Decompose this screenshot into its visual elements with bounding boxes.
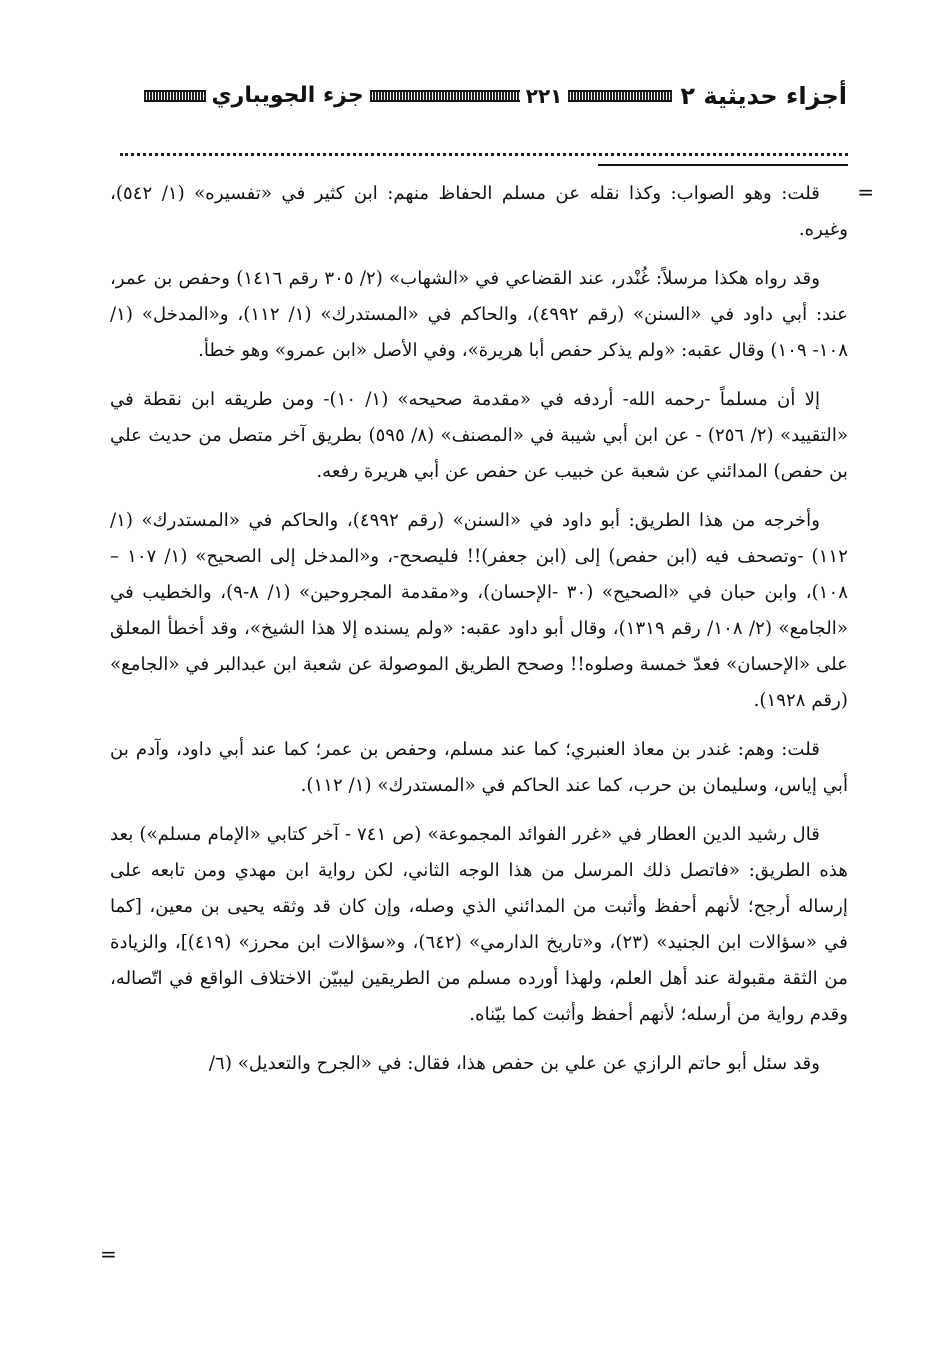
running-header (115, 78, 847, 114)
footnote-body (110, 176, 848, 1082)
paragraph: وقد رواه هكذا مرسلاً: غُنْدر، عند القضاعي في «الشهاب» (٢/ ٣٠٥ رقم ١٤١٦) وحفص بن عمر، عند: أبي داود في «السنن» (رقم ٤٩٩٢)، والحاكم في «المستدرك» (١/ ١١٢)، و«المدخل» (١/ ١٠٨- ١٠٩) وقال عقبه: «ولم يذكر حفص أبا هريرة»، وفي الأصل «ابن عمرو» وهو خطأ. (110, 268, 849, 361)
paragraph: قلت: وهم: غندر بن معاذ العنبري؛ كما عند مسلم، وحفص بن عمر؛ كما عند أبي داود، وآدم بن أبي إياس، وسليمان بن حرب، كما عند الحاكم في «المستدرك» (١/ ١١٢). (110, 739, 848, 796)
header-ornament-bar (568, 90, 672, 102)
continuation-mark-bottom: = (100, 1242, 117, 1266)
part-title: جزء الجويباري (211, 83, 364, 108)
paragraph: إلا أن مسلماً -رحمه الله- أردفه في «مقدمة صحيحه» (١/ ١٠)- ومن طريقه ابن نقطة في «التقييد» (٢/ ٢٥٦) - عن ابن أبي شيبة في «المصنف» (٨/ ٥٩٥) بطريق آخر متصل من حديث علي بن حفص) المدائني عن شعبة عن خبيب عن حفص عن أبي هريرة رفعه. (110, 389, 848, 482)
page-number: ٢٢١ (525, 84, 563, 108)
dotted-separator (120, 143, 848, 156)
book-title: أجزاء حديثية ٢ (680, 82, 847, 110)
continuation-mark-top: = (857, 180, 874, 204)
paragraph: وأخرجه من هذا الطريق: أبو داود في «السنن» (رقم ٤٩٩٢)، والحاكم في «المستدرك» (١/ ١١٢) -وتصحف فيه (ابن حفص) إلى (ابن جعفر)!! فليصحح-، و«المدخل إلى الصحيح» (١/ ١٠٧ – ١٠٨)، وابن حبان في «الصحيح» (٣٠ -الإحسان)، و«مقدمة المجروحين» (١/ ٨-٩)، والخطيب في «الجامع» (٢/ ١٠٨/ رقم ١٣١٩)، وقال أبو داود عقبه: «ولم يسنده إلا هذا الشيخ»، وقد أخطأ المعلق على «الإحسان» فعدّ خمسة وصلوه!! وصحح الطريق الموصولة عن شعبة ابن عبدالبر في «الجامع» (رقم ١٩٢٨). (110, 510, 848, 711)
header-ornament-bar (370, 90, 520, 102)
paragraph: قلت: وهو الصواب: وكذا نقله عن مسلم الحفاظ منهم: ابن كثير في «تفسيره» (١/ ٥٤٢)، وغيره. (110, 183, 848, 240)
header-ornament-bar (144, 90, 206, 102)
paragraph: وقد سئل أبو حاتم الرازي عن علي بن حفص هذا، فقال: في «الجرح والتعديل» (٦/ (208, 1053, 820, 1074)
paragraph: قال رشيد الدين العطار في «غرر الفوائد المجموعة» (ص ٧٤١ - آخر كتابي «الإمام مسلم») بعد هذه الطريق: «فاتصل ذلك المرسل من هذا الوجه الثاني، لكن رواية ابن مهدي ومن تابعه على إرساله أرجح؛ لأنهم أحفظ وأثبت من المدائني الذي وصله، وإن كان قد وثقه يحيى بن معين، [كما في «سؤالات ابن الجنيد» (٢٣)، و«تاريخ الدارمي» (٦٤٢)، و«سؤالات ابن محرز» (٤١٩)]، والزيادة من الثقة مقبولة عند أهل العلم، ولهذا أورده مسلم من الطريقين ليبيّن الاختلاف الواقع في اتّصاله، وقدم رواية من أرسله؛ لأنهم أحفظ وأثبت كما بيّناه. (110, 824, 848, 1025)
footnote-rule (598, 164, 848, 166)
